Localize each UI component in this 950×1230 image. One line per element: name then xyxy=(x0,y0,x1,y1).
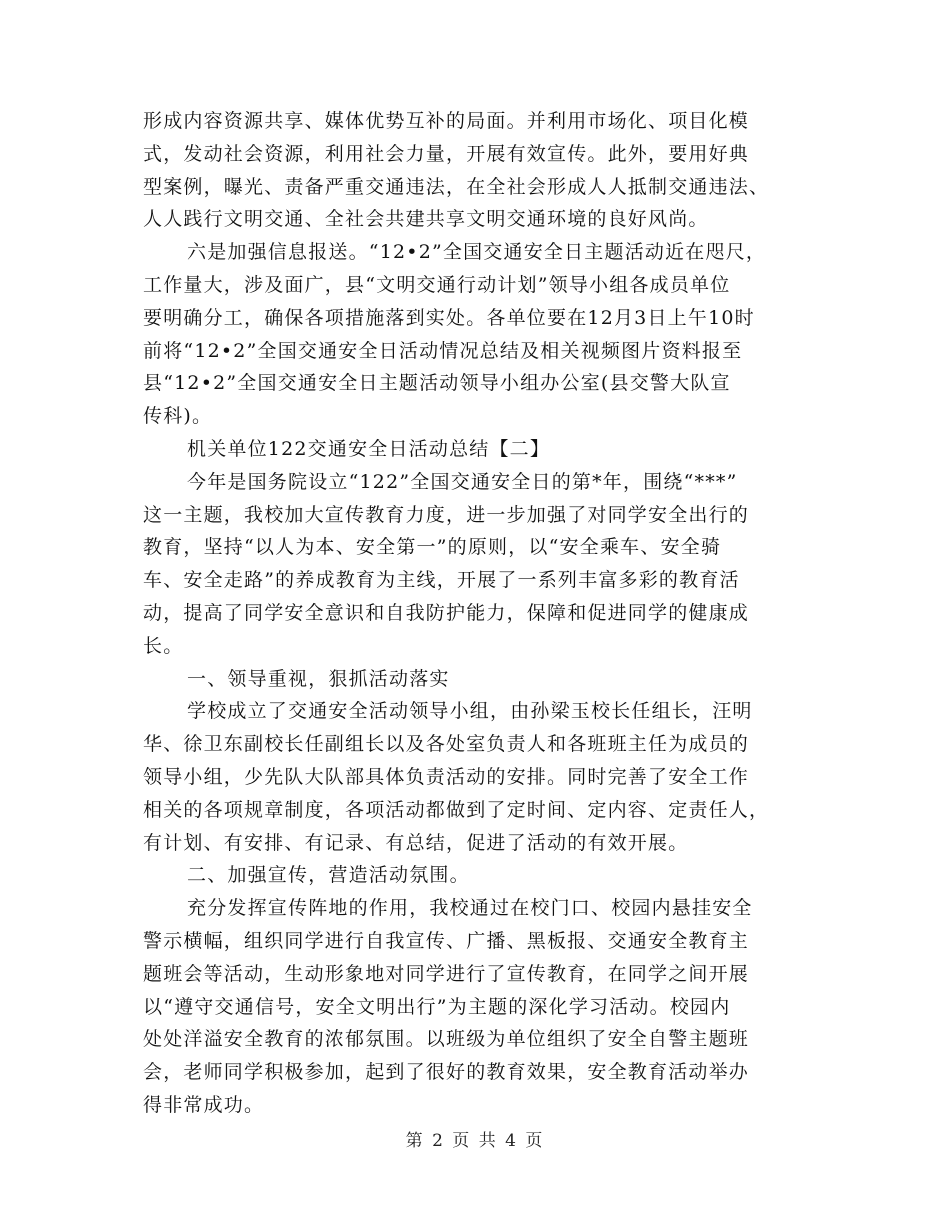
text-line: 得非常成功。 xyxy=(143,1093,265,1116)
text-line: 前将“12•2”全国交通安全日活动情况总结及相关视频图片资料报至 xyxy=(143,339,743,362)
text-line: 学校成立了交通安全活动领导小组，由孙梁玉校长任组长，汪明 xyxy=(187,700,753,723)
text-line: 长。 xyxy=(143,634,184,657)
page-number-footer: 第 2 页 共 4 页 xyxy=(405,1131,545,1151)
text-line: 华、徐卫东副校长任副组长以及各处室负责人和各班班主任为成员的 xyxy=(143,733,750,756)
text-line: 传科)。 xyxy=(143,405,213,428)
text-line: 领导小组，少先队大队部具体负责活动的安排。同时完善了安全工作 xyxy=(143,765,750,788)
text-line: 这一主题，我校加大宣传教育力度，进一步加强了对同学安全出行的 xyxy=(143,503,750,526)
text-line: 县“12•2”全国交通安全日主题活动领导小组办公室(县交警大队宣 xyxy=(143,372,731,395)
text-line: 式，发动社会资源，利用社会力量，开展有效宣传。此外，要用好典 xyxy=(143,142,750,165)
text-line: 车、安全走路”的养成教育为主线，开展了一系列丰富多彩的教育活 xyxy=(143,569,740,592)
text-line: 警示横幅，组织同学进行自我宣传、广播、黑板报、交通安全教育主 xyxy=(143,929,750,952)
text-line: 一、领导重视，狠抓活动落实 xyxy=(187,667,450,690)
text-line: 二、加强宣传，营造活动氛围。 xyxy=(187,864,470,887)
text-line: 处处洋溢安全教育的浓郁氛围。以班级为单位组织了安全自警主题班 xyxy=(143,1028,750,1051)
text-line: 相关的各项规章制度，各项活动都做到了定时间、定内容、定责任人， xyxy=(143,798,770,821)
text-line: 人人践行文明交通、全社会共建共享文明交通环境的良好风尚。 xyxy=(143,208,709,231)
text-line: 工作量大，涉及面广，县“文明交通行动计划”领导小组各成员单位 xyxy=(143,273,731,296)
text-line: 动，提高了同学安全意识和自我防护能力，保障和促进同学的健康成 xyxy=(143,601,750,624)
text-line: 要明确分工，确保各项措施落到实处。各单位要在12月3日上午10时 xyxy=(143,306,755,329)
text-line: 型案例，曝光、责备严重交通违法，在全社会形成人人抵制交通违法、 xyxy=(143,175,770,198)
text-line: 充分发挥宣传阵地的作用，我校通过在校门口、校园内悬挂安全 xyxy=(187,897,753,920)
text-line: 题班会等活动，生动形象地对同学进行了宣传教育，在同学之间开展 xyxy=(143,962,750,985)
text-line: 会，老师同学积极参加，起到了很好的教育效果，安全教育活动举办 xyxy=(143,1061,750,1084)
text-line: 机关单位122交通安全日活动总结【二】 xyxy=(187,437,551,460)
text-line: 六是加强信息报送。“12•2”全国交通安全日主题活动近在咫尺， xyxy=(187,241,767,264)
text-line: 教育，坚持“以人为本、安全第一”的原则，以“安全乘车、安全骑 xyxy=(143,536,722,559)
text-line: 以“遵守交通信号，安全文明出行”为主题的深化学习活动。校园内 xyxy=(143,995,731,1018)
document-body xyxy=(143,105,823,1122)
text-line: 形成内容资源共享、媒体优势互补的局面。并利用市场化、项目化模 xyxy=(143,110,750,132)
text-line: 有计划、有安排、有记录、有总结，促进了活动的有效开展。 xyxy=(143,831,689,854)
text-line: 今年是国务院设立“122”全国交通安全日的第*年，围绕“***” xyxy=(187,470,738,493)
